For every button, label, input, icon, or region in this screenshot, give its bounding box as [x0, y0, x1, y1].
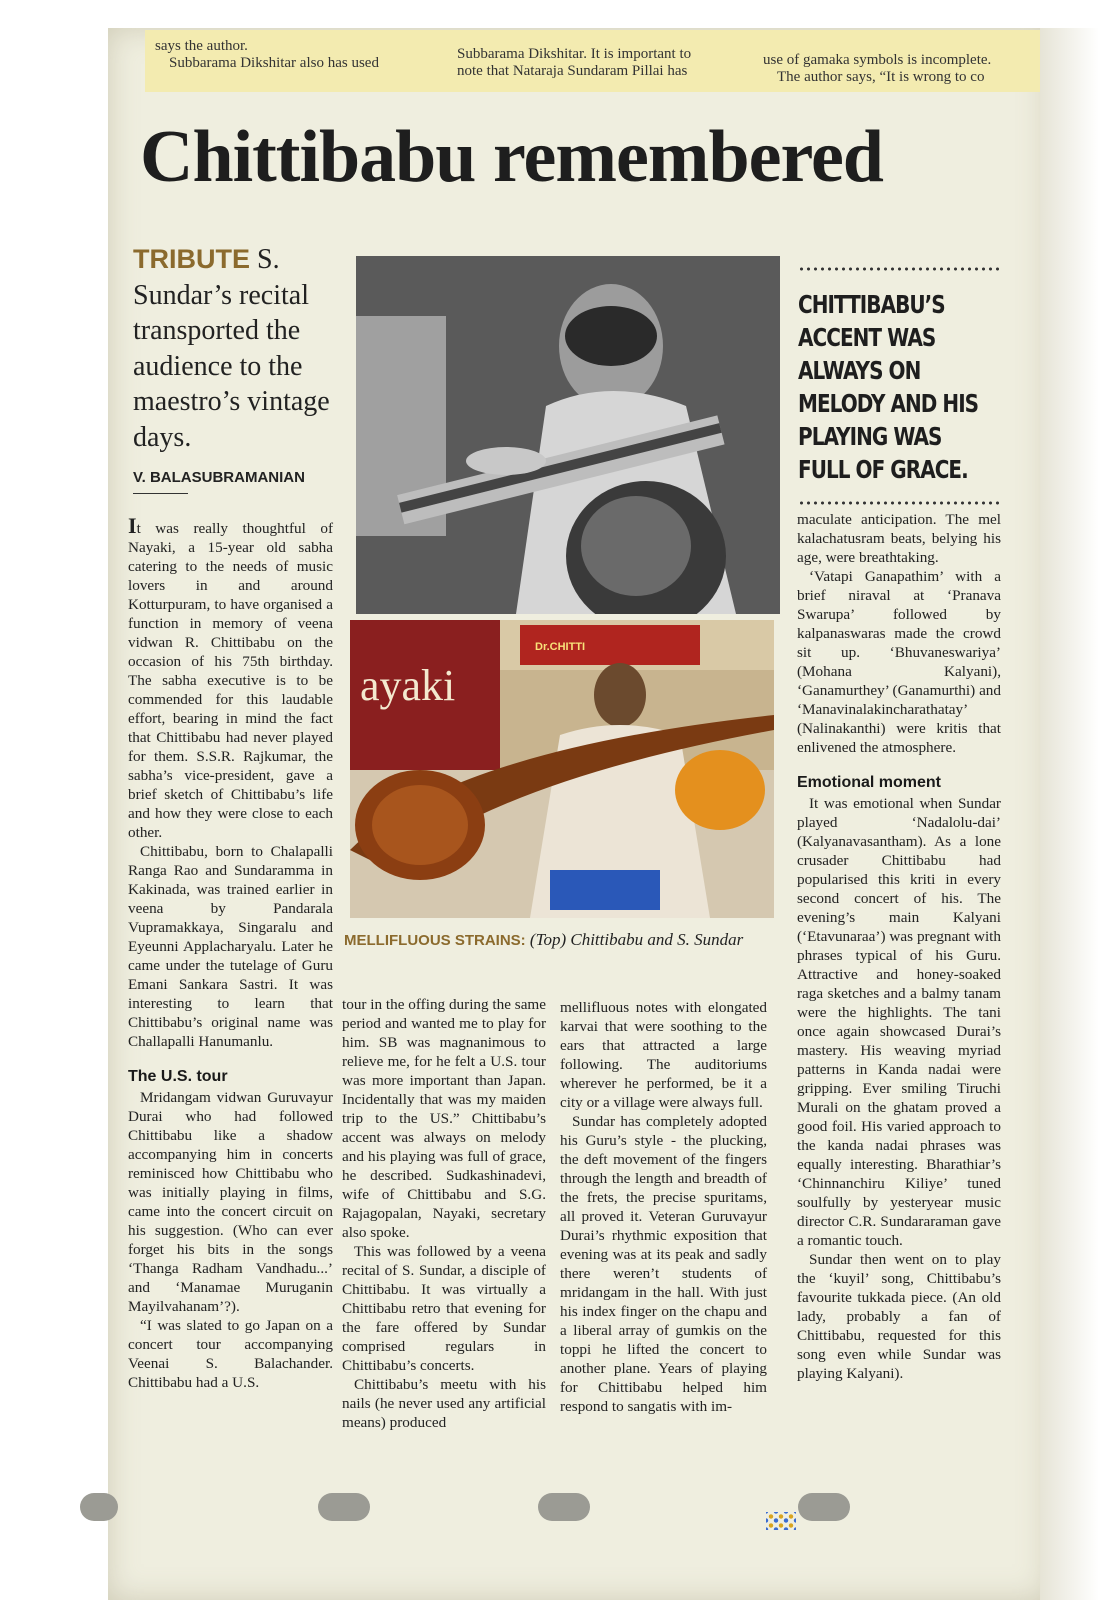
top-line: Subbarama Dikshitar also has used	[169, 55, 379, 71]
top-line: use of gamaka symbols is incomplete.	[763, 52, 992, 68]
paragraph: Sundar then went on to play the ‘kuyil’ song, Chittibabu’s favourite tukkada piece. (An old lady, probably a fan of Chittibabu, requested for this song even while Sundar was playing Kalyani).	[797, 1251, 1001, 1382]
top-strip-col3	[763, 52, 1037, 86]
paragraph: “I was slated to go Japan on a concert tour accompanying Veenai S. Balachander. Chittibabu had a U.S.	[128, 1317, 333, 1391]
headline: Chittibabu remembered	[140, 116, 883, 198]
binder-mark	[798, 1493, 850, 1521]
paragraph: Mridangam vidwan Guruvayur Durai who had followed Chittibabu like a shadow accompanying him in concerts reminisced how Chittibabu who was initially playing in films, came into the concert circuit on his suggestion. (Who can ever forget his bits in the songs ‘Thanga Radham Vandhadu...’ and ‘Manamae Muruganin Mayilvahanam’?).	[128, 1089, 333, 1315]
paragraph: tour in the offing during the same period and wanted me to play for him. SB was magnanimous to relieve me, for he felt a U.S. tour was more important than Japan. Incidentally that was my maiden trip to the US.” Chittibabu’s accent was always on melody and his playing was full of grace, he described. Sudkashinadevi, wife of Chittibabu and S.G. Rajagopalan, Nayaki, secretary also spoke.	[342, 996, 546, 1241]
body-column-4	[797, 510, 1001, 1383]
paragraph: mellifluous notes with elongated karvai that were soothing to the ears that attracted a large following. The auditoriums wherever he performed, be it a city or a village were always full.	[560, 999, 767, 1111]
pull-quote-text: CHITTIBABU’S ACCENT WAS ALWAYS ON MELODY AND HIS PLAYING WAS FULL OF GRACE.	[798, 290, 979, 484]
standfirst-text: S. Sundar’s recital transported the audience to the maestro’s vintage days.	[133, 244, 330, 453]
pull-quote-rule-bottom	[798, 500, 1003, 506]
photo-chittibabu	[356, 256, 780, 614]
binder-mark	[538, 1493, 590, 1521]
paragraph: Sundar has completely adopted his Guru’s style - the plucking, the deft movement of the fingers through the length and breadth of the frets, the precise spuritams, all proved it. Veteran Guruvayur Durai’s rhythmic exposition that evening was at its peak and sadly there weren’t students of mridangam in the hall. With just his index finger on the chapu and a liberal array of gumkis on the toppi he lifted the concert to another plane. Years of playing for Chittibabu helped him respond to sangatis with im-	[560, 1113, 767, 1415]
photo-sundar-drawing	[350, 620, 774, 918]
subheading-emotional-moment: Emotional moment	[797, 774, 942, 791]
top-strip-col1	[155, 38, 445, 72]
banner-name: Dr.CHITTI	[535, 641, 586, 653]
pull-quote-rule-top	[798, 266, 1003, 272]
pull-quote	[798, 266, 1003, 506]
paragraph: It was really thoughtful of Nayaki, a 15-year old sabha catering to the needs of music lovers in and around Kotturpuram, to have organised a function in memory of veena vidwan R. Chittibabu on the occasion of his 75th birthday. The sabha executive is to be commended for this laudable effort, bearing in mind the fact that Chittibabu had never played for them. S.S.R. Rajkumar, the sabha’s vice-president, gave a brief sketch of Chittibabu’s life and how they were close to each other.	[128, 513, 333, 841]
paragraph: This was followed by a veena recital of S. Sundar, a disciple of Chittibabu. It was virtually a Chittibabu retro that evening for the fare offered by Sundar comprised regulars in Chittibabu’s concerts.	[342, 1243, 546, 1374]
top-line: The author says, “It is wrong to co	[777, 69, 985, 85]
caption-label: MELLIFLUOUS STRAINS:	[344, 932, 526, 949]
top-strip-col2	[457, 46, 757, 80]
photo-chittibabu-drawing	[356, 256, 780, 614]
binder-mark	[80, 1493, 118, 1521]
top-line: note that Nataraja Sundaram Pillai has	[457, 63, 688, 79]
banner-text: ayaki	[360, 661, 456, 710]
body-column-1	[128, 513, 333, 1392]
paragraph: ‘Vatapi Ganapathim’ with a brief niraval at ‘Pranava Swarupa’ followed by kalpanaswaras made the crowd sit up. ‘Bhuvaneswariya’ (Mohana Kalyani), ‘Ganamurthey’ (Ganamurthi) and ‘Manavinalakincharathatay’ (Nalinakanthi) were kritis that enlivened the atmosphere.	[797, 568, 1001, 756]
top-line: says the author.	[155, 38, 248, 54]
caption-text: (Top) Chittibabu and S. Sundar	[529, 930, 744, 949]
paragraph: It was emotional when Sundar played ‘Nadalolu-dai’ (Kalyanavasantham). As a lone crusader Chittibabu had popularised this kriti in every second concert of his. The evening’s main Kalyani (‘Etavunaraa’) was pregnant with phrases typical of his Guru. Attractive and honey-soaked raga sketches and a balmy tanam were the highlights. The tani once again showcased Durai’s mastery. His weaving myriad patterns in Kanda nadai were gripping. Ever smiling Tiruchi Murali on the ghatam proved a good foil. His varied approach to the kanda nadai phrases was equally interesting. Bharathiar’s ‘Chinnanchiru Kiliye’ tuned soulfully by yesteryear music director C.R. Sundararaman gave a romantic touch.	[797, 795, 1001, 1249]
registration-dots	[766, 1512, 796, 1530]
top-line: Subbarama Dikshitar. It is important to	[457, 46, 692, 62]
binder-mark	[318, 1493, 370, 1521]
body-column-2	[342, 995, 546, 1432]
byline-rule	[133, 493, 188, 494]
tribute-tag: TRIBUTE	[133, 244, 250, 274]
scan-edge	[1040, 28, 1099, 1600]
subheading-us-tour: The U.S. tour	[128, 1068, 228, 1085]
paragraph: Chittibabu, born to Chalapalli Ranga Rao and Sundaramma in Kakinada, was trained earlier in veena by Pandarala Vupramakkaya, Singaralu and Eyeunni Applacharyalu. Later he came under the tutelage of Guru Emani Sankara Sastri. It was interesting to learn that Chittibabu’s original name was Challapalli Hanumanlu.	[128, 843, 333, 1050]
paragraph: maculate anticipation. The mel kalachatusram beats, belying his age, were breathtaking.	[797, 511, 1001, 566]
standfirst	[133, 242, 353, 455]
paragraph: Chittibabu’s meetu with his nails (he never used any artificial means) produced	[342, 1376, 546, 1431]
byline: V. BALASUBRAMANIAN	[133, 469, 305, 486]
photo-sundar	[350, 620, 774, 918]
body-column-3	[560, 998, 767, 1416]
photo-caption	[344, 930, 764, 951]
